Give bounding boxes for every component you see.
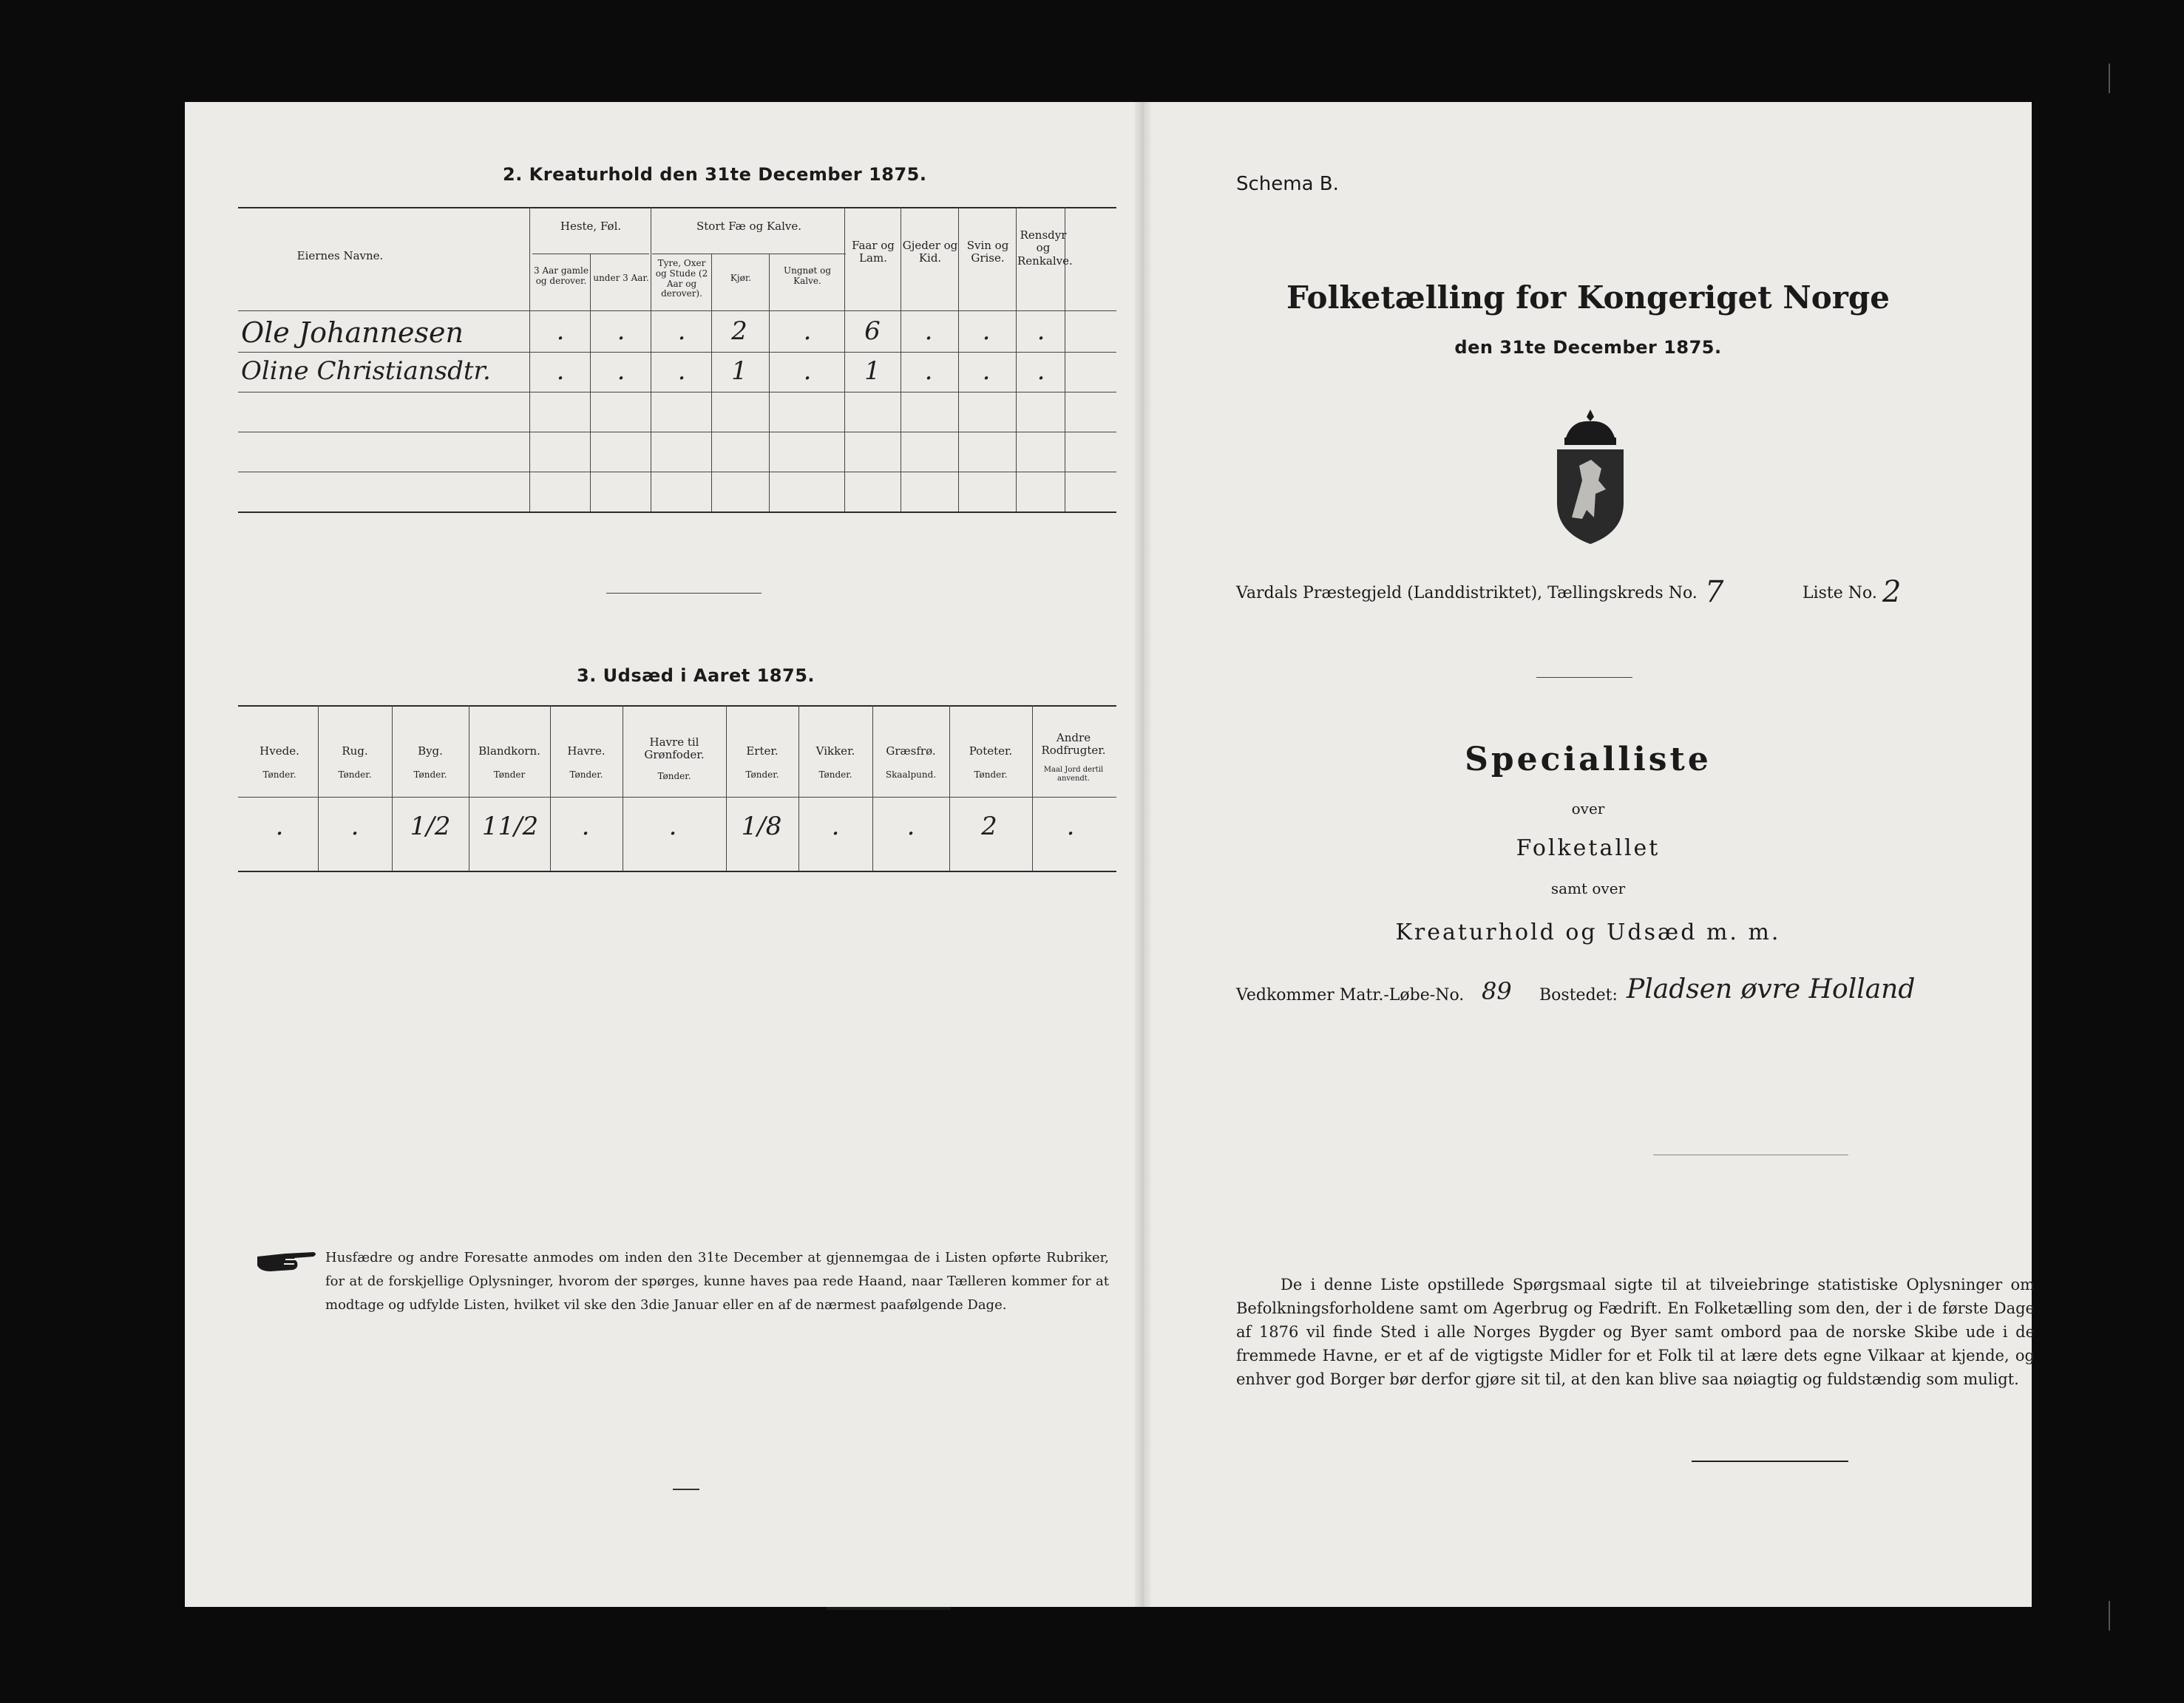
table-cell: . <box>556 356 565 386</box>
livestock-title: 2. Kreaturhold den 31te December 1875. <box>503 164 927 185</box>
owner-header: Eiernes Navne. <box>296 249 384 262</box>
ink-mark <box>673 1489 699 1490</box>
table-cell: . <box>556 316 565 346</box>
seed-col-name: Byg. <box>418 744 443 758</box>
header-bottom-rule <box>238 310 1116 311</box>
folketallet-text: Folketallet <box>1516 835 1661 861</box>
col-divider <box>958 207 959 511</box>
seed-col-name: Havre. <box>567 744 606 758</box>
seed-col-unit: Maal Jord dertil anvendt. <box>1043 766 1104 783</box>
col-divider <box>1032 705 1033 871</box>
seed-col-name: Vikker. <box>815 744 855 758</box>
seed-value: . <box>1066 812 1075 841</box>
district-label: Vardals Præstegjeld (Landdistriktet), Tællingskreds No. <box>1236 584 1698 602</box>
census-date: den 31te December 1875. <box>1454 337 1722 358</box>
bosted-label: Bostedet: <box>1539 986 1618 1005</box>
list-label: Liste No. <box>1803 584 1877 602</box>
edge-ink-mark <box>827 1607 951 1610</box>
separator-line <box>1536 677 1632 678</box>
seed-value: . <box>668 812 677 841</box>
owner-name: Oline Christiansdtr. <box>241 356 491 386</box>
seed-col-name: Hvede. <box>260 744 299 758</box>
seed-value: . <box>906 812 915 841</box>
table-cell: . <box>982 356 991 386</box>
young-cattle-header: Ungnøt og Kalve. <box>783 265 832 286</box>
table-cell: 6 <box>864 316 881 346</box>
seed-col-unit: Tønder. <box>338 769 372 780</box>
col-divider <box>529 207 530 511</box>
bosted-value: Pladsen øvre Holland <box>1627 974 1916 1005</box>
seed-value: 1/2 <box>410 812 451 841</box>
col-divider <box>844 207 845 511</box>
table-cell: . <box>924 316 933 346</box>
seed-col-unit: Tønder. <box>262 769 296 780</box>
norwegian-coat-of-arms-icon <box>1550 407 1631 547</box>
cattle-header: Stort Fæ og Kalve. <box>696 220 802 233</box>
owner-name: Ole Johannesen <box>241 316 464 349</box>
seed-col-name: Rug. <box>342 744 368 758</box>
seed-col-name: Havre til Grønfoder. <box>644 735 705 762</box>
seed-col-unit: Tønder. <box>745 769 779 780</box>
seed-col-unit: Tønder. <box>818 769 852 780</box>
table-cell: . <box>677 316 686 346</box>
bulls-header: Tyre, Oxer og Stude (2 Aar og derover). <box>655 258 708 299</box>
specialliste-title: Specialliste <box>1465 741 1712 778</box>
table-cell: 1 <box>731 356 747 386</box>
seed-col-name: Græsfrø. <box>886 744 936 758</box>
table-cell: . <box>982 316 991 346</box>
seed-col-name: Andre Rodfrugter. <box>1041 731 1106 758</box>
list-number: 2 <box>1882 575 1902 609</box>
intro-paragraph: De i denne Liste opstillede Spørgsmaal sigte til at tilveiebringe statistiske Oplysninger om Befolkningsforholdene samt om Agerbrug og Fædrift. En Folketælling som den, der i de første Dage af 1876 vil finde Sted i alle Norges Bygder og Byer samt ombord paa de norske Skibe ude i de fremmede Havne, er et af de vigtigste Midler for et Folk til at lære dets egne Vilkaar at kjende, og enhver god Borger bør derfor gjøre sit til, at den kan blive saa nøiagtig og fuldstændig som muligt. <box>1236 1276 2035 1388</box>
seed-col-name: Blandkorn. <box>478 744 540 758</box>
seed-header-rule <box>238 797 1116 798</box>
seed-value: . <box>831 812 840 841</box>
row-rule <box>238 352 1116 353</box>
schema-label: Schema B. <box>1236 173 1339 195</box>
col-divider <box>318 705 319 871</box>
census-title: Folketælling for Kongeriget Norge <box>1286 279 1890 316</box>
table-cell: . <box>1037 316 1045 346</box>
separator-line <box>606 593 762 594</box>
col-divider <box>550 705 551 871</box>
census-sheet <box>185 102 2035 1607</box>
table-cell: . <box>1037 356 1045 386</box>
district-number: 7 <box>1705 575 1724 609</box>
horses-3plus-header: 3 Aar gamle og derover. <box>534 265 589 286</box>
col-divider <box>949 705 950 871</box>
goats-header: Gjeder og Kid. <box>902 239 958 265</box>
seed-value: 2 <box>981 812 997 841</box>
seed-col-unit: Tønder. <box>413 769 447 780</box>
pigs-header: Svin og Grise. <box>966 239 1009 265</box>
table-cell: . <box>803 316 812 346</box>
seed-col-unit: Skaalpund. <box>885 769 937 780</box>
col-divider <box>1016 207 1017 511</box>
table-cell: . <box>803 356 812 386</box>
col-divider <box>590 254 591 511</box>
kreaturhold-text: Kreaturhold og Udsæd m. m. <box>1395 920 1781 945</box>
col-divider <box>726 705 727 871</box>
cows-header: Kjør. <box>730 273 752 283</box>
table-top-rule <box>238 207 1116 208</box>
separator-line <box>1692 1461 1848 1462</box>
over-text: over <box>1571 800 1605 817</box>
pointing-hand-icon <box>256 1246 318 1276</box>
col-divider <box>711 254 712 511</box>
col-divider <box>798 705 799 871</box>
seed-value: 11/2 <box>481 812 539 841</box>
table-cell: . <box>677 356 686 386</box>
seed-col-unit: Tønder. <box>569 769 603 780</box>
table-cell: 2 <box>731 316 747 346</box>
right-page <box>1144 102 2035 1607</box>
crop-mark <box>2109 1601 2110 1631</box>
notice-text: Husfædre og andre Foresatte anmodes om inden den 31te December at gjennemgaa de i Listen opførte Rubriker, for at de forskjellige Oplysninger, hvorom der spørges, kunne haves paa rede Haand, naar Tælleren kommer for at modtage og udfylde Listen, hvilket vil ske den 3die Januar eller en af de nærmest paafølgende Dage. <box>325 1250 1109 1313</box>
seed-value: 1/8 <box>741 812 782 841</box>
crop-mark <box>2109 64 2110 93</box>
seed-title: 3. Udsæd i Aaret 1875. <box>577 665 815 686</box>
samt-over-text: samt over <box>1550 880 1626 897</box>
seed-col-unit: Tønder. <box>657 771 691 781</box>
matr-label: Vedkommer Matr.-Løbe-No. <box>1236 986 1465 1005</box>
seed-col-name: Poteter. <box>969 744 1013 758</box>
horses-header: Heste, Føl. <box>560 220 622 233</box>
seed-value: . <box>350 812 359 841</box>
reindeer-header: Rensdyr og Renkalve. <box>1017 228 1073 268</box>
seed-col-unit: Tønder <box>493 769 526 780</box>
matr-number: 89 <box>1482 977 1512 1005</box>
table-bottom-rule <box>238 511 1116 513</box>
seed-col-unit: Tønder. <box>974 769 1008 780</box>
col-divider <box>769 254 770 511</box>
seed-col-name: Erter. <box>746 744 779 758</box>
seed-value: . <box>581 812 590 841</box>
horses-under3-header: under 3 Aar. <box>593 273 649 283</box>
table-cell: . <box>924 356 933 386</box>
col-divider <box>392 705 393 871</box>
table-cell: . <box>617 316 625 346</box>
sheep-header: Faar og Lam. <box>852 239 895 265</box>
table-cell: 1 <box>864 356 881 386</box>
table-cell: . <box>617 356 625 386</box>
left-page <box>185 102 1142 1607</box>
col-divider <box>872 705 873 871</box>
seed-top-rule <box>238 705 1116 707</box>
seed-bottom-rule <box>238 871 1116 872</box>
seed-value: . <box>275 812 284 841</box>
